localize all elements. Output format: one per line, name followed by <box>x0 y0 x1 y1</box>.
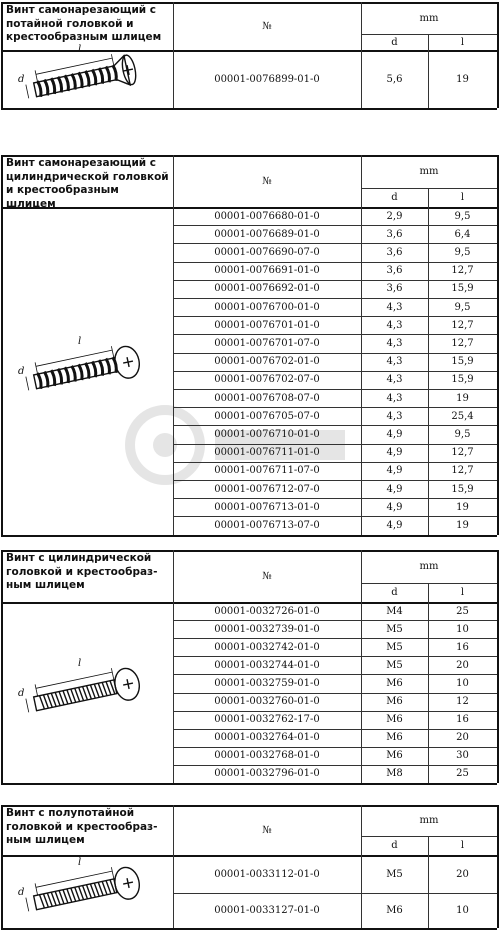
diameter-cell: 4,9 <box>386 428 403 440</box>
diameter-cell: 4,9 <box>386 465 403 477</box>
column-header-unit: mm <box>419 561 439 572</box>
length-cell: 12,7 <box>451 265 474 277</box>
column-divider <box>1 550 3 783</box>
part-number-cell: 00001-0076708-07-0 <box>214 392 320 404</box>
part-number-cell: 00001-0032764-01-0 <box>214 732 320 744</box>
part-number-cell: 00001-0076712-07-0 <box>214 483 320 495</box>
column-header-unit: mm <box>419 166 439 177</box>
length-cell: 15,9 <box>451 283 474 295</box>
part-number-cell: 00001-0076701-01-0 <box>214 319 320 331</box>
column-header-l: l <box>460 587 465 598</box>
column-header-number: № <box>262 20 272 32</box>
length-cell: 20 <box>456 868 469 880</box>
diameter-cell: 4,3 <box>386 337 403 349</box>
screw-drawing <box>16 34 166 124</box>
length-cell: 12,7 <box>451 337 474 349</box>
column-header-l: l <box>460 36 465 48</box>
diameter-cell: M6 <box>386 677 403 689</box>
diameter-cell: 3,6 <box>386 228 403 240</box>
part-number-cell: 00001-0032739-01-0 <box>214 623 320 635</box>
diameter-cell: M6 <box>386 732 403 744</box>
length-cell: 19 <box>456 501 469 513</box>
screw-drawing <box>16 847 166 937</box>
length-cell: 9,5 <box>454 210 471 222</box>
part-number-cell: 00001-0076690-07-0 <box>214 246 320 258</box>
length-cell: 19 <box>456 73 469 85</box>
column-divider <box>1 805 3 928</box>
part-number-cell: 00001-0076700-01-0 <box>214 301 320 313</box>
length-cell: 10 <box>456 623 469 635</box>
diameter-cell: 4,9 <box>386 483 403 495</box>
column-divider <box>1 155 3 535</box>
length-cell: 9,5 <box>454 301 471 313</box>
length-cell: 15,9 <box>451 483 474 495</box>
diameter-cell: M8 <box>386 768 403 780</box>
table-title: Винт самонарезающий с цилиндрической головкой и крестообразным шлицем <box>6 157 169 210</box>
part-number-cell: 00001-0076710-01-0 <box>214 428 320 440</box>
length-cell: 10 <box>456 677 469 689</box>
table-title: Винт с цилиндрической головкой и крестообраз-ным шлицем <box>6 552 158 591</box>
part-number-cell: 00001-0032744-01-0 <box>214 659 320 671</box>
svg-text:l: l <box>78 44 82 55</box>
diameter-cell: 4,3 <box>386 356 403 368</box>
length-cell: 19 <box>456 519 469 531</box>
column-header-number: № <box>262 570 272 582</box>
svg-text:d: d <box>18 74 25 85</box>
svg-text:d: d <box>18 886 25 898</box>
spec-table <box>1 155 497 535</box>
diameter-cell: 3,6 <box>386 265 403 277</box>
diameter-cell: M6 <box>386 714 403 726</box>
length-cell: 16 <box>456 641 469 653</box>
length-cell: 20 <box>456 732 469 744</box>
length-cell: 30 <box>456 750 469 762</box>
diameter-cell: 4,3 <box>386 301 403 313</box>
diameter-cell: 4,3 <box>386 410 403 422</box>
column-header-l: l <box>460 192 465 203</box>
length-cell: 12 <box>456 696 469 708</box>
part-number-cell: 00001-0033127-01-0 <box>214 905 320 916</box>
length-cell: 19 <box>456 392 469 404</box>
spec-table <box>1 805 497 928</box>
column-header-unit: mm <box>419 815 439 826</box>
part-number-cell: 00001-0076701-07-0 <box>214 337 320 349</box>
length-cell: 16 <box>456 714 469 726</box>
part-number-cell: 00001-0076899-01-0 <box>214 73 320 85</box>
column-header-number: № <box>262 824 272 836</box>
diameter-cell: M5 <box>386 868 403 880</box>
part-number-cell: 00001-0076691-01-0 <box>214 265 320 277</box>
column-header-d: d <box>391 192 398 203</box>
svg-text:d: d <box>18 365 25 377</box>
diameter-cell: 3,6 <box>386 246 403 258</box>
length-cell: 20 <box>456 659 469 671</box>
diameter-cell: M5 <box>386 623 403 635</box>
screw-drawing <box>16 326 166 416</box>
part-number-cell: 00001-0032759-01-0 <box>214 677 320 689</box>
table-title: Винт самонарезающий с потайной головкой и крестообразным шлицем <box>6 4 162 43</box>
part-number-cell: 00001-0032768-01-0 <box>214 750 320 762</box>
row-divider <box>1 783 497 785</box>
part-number-cell: 00001-0076711-07-0 <box>214 465 320 477</box>
diameter-cell: M6 <box>386 750 403 762</box>
svg-text:l: l <box>78 856 82 868</box>
diameter-cell: M4 <box>386 605 403 617</box>
length-cell: 12,7 <box>451 465 474 477</box>
part-number-cell: 00001-0032796-01-0 <box>214 768 320 780</box>
part-number-cell: 00001-0076702-07-0 <box>214 374 320 386</box>
column-header-d: d <box>391 840 398 851</box>
svg-text:l: l <box>78 657 82 669</box>
svg-text:l: l <box>78 335 82 347</box>
diameter-cell: 4,3 <box>386 392 403 404</box>
diameter-cell: 4,3 <box>386 374 403 386</box>
spec-table <box>1 550 497 783</box>
diameter-cell: 2,9 <box>386 210 403 222</box>
part-number-cell: 00001-0076680-01-0 <box>214 210 320 222</box>
table-title: Винт с полупотайной головкой и крестообраз-ным шлицем <box>6 807 158 846</box>
part-number-cell: 00001-0076705-07-0 <box>214 410 320 422</box>
part-number-cell: 00001-0032742-01-0 <box>214 641 320 653</box>
column-divider <box>1 2 3 108</box>
column-header-number: № <box>262 175 272 187</box>
diameter-cell: M6 <box>386 905 403 916</box>
length-cell: 6,4 <box>454 228 471 240</box>
length-cell: 25 <box>456 605 469 617</box>
diameter-cell: 4,9 <box>386 519 403 531</box>
part-number-cell: 00001-0076713-01-0 <box>214 501 320 513</box>
screw-drawing <box>16 648 166 738</box>
diameter-cell: M5 <box>386 659 403 671</box>
length-cell: 15,9 <box>451 356 474 368</box>
length-cell: 9,5 <box>454 428 471 440</box>
length-cell: 15,9 <box>451 374 474 386</box>
diameter-cell: 5,6 <box>386 73 403 85</box>
part-number-cell: 00001-0076713-07-0 <box>214 519 320 531</box>
column-header-unit: mm <box>419 12 439 24</box>
row-divider <box>1 535 497 537</box>
column-header-l: l <box>460 840 465 851</box>
length-cell: 25 <box>456 768 469 780</box>
diameter-cell: 4,9 <box>386 501 403 513</box>
part-number-cell: 00001-0032760-01-0 <box>214 696 320 708</box>
length-cell: 10 <box>456 905 469 916</box>
column-header-d: d <box>391 587 398 598</box>
diameter-cell: 3,6 <box>386 283 403 295</box>
svg-text:d: d <box>18 687 25 699</box>
length-cell: 9,5 <box>454 246 471 258</box>
length-cell: 12,7 <box>451 319 474 331</box>
diameter-cell: M5 <box>386 641 403 653</box>
diameter-cell: 4,3 <box>386 319 403 331</box>
length-cell: 12,7 <box>451 447 474 459</box>
spec-table <box>1 2 497 108</box>
part-number-cell: 00001-0032762-17-0 <box>214 714 320 726</box>
part-number-cell: 00001-0076711-01-0 <box>214 447 320 459</box>
length-cell: 25,4 <box>451 410 474 422</box>
column-header-d: d <box>391 36 398 48</box>
diameter-cell: M6 <box>386 696 403 708</box>
part-number-cell: 00001-0076689-01-0 <box>214 228 320 240</box>
diameter-cell: 4,9 <box>386 447 403 459</box>
part-number-cell: 00001-0033112-01-0 <box>214 868 320 880</box>
part-number-cell: 00001-0076692-01-0 <box>214 283 320 295</box>
part-number-cell: 00001-0076702-01-0 <box>214 356 320 368</box>
part-number-cell: 00001-0032726-01-0 <box>214 605 320 617</box>
